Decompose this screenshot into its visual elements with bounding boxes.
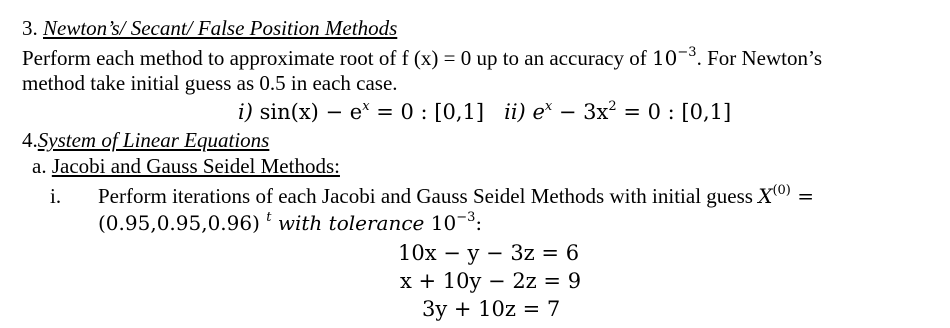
section-4-number: 4. [22,128,38,152]
paragraph-text: Perform each method to approximate root of f (x) = 0 up to an accuracy of [22,46,652,70]
paragraph-text-end: . For Newton’s [696,46,822,70]
section-4-heading [22,128,269,152]
section-4-title: System of Linear Equations [37,128,270,152]
item-i-line-2 [98,211,482,235]
section-3-equations [238,100,731,124]
paragraph-text: method take initial guess as 0.5 in each case. [22,71,398,95]
linear-equation-2: x + 10y − 2z = 9 [400,269,582,293]
tolerance-value: $10^{-3}$ [430,210,476,235]
section-3-paragraph-line-2 [22,71,398,95]
initial-guess-var: $X^{(0)}$ = [758,183,814,208]
linear-equation-3: 3y + 10z = 7 [422,297,561,321]
equation-i-label: i) [238,100,253,124]
colon: : [475,211,483,235]
accuracy-value: $10^{-3}$ [651,45,697,70]
equation-ii: $e^x - 3x^2 = 0$ : [0,1] [532,99,732,124]
transpose-mark: t [266,210,272,225]
linear-equation-1: 10x − y − 3z = 6 [398,241,580,265]
section-3-paragraph-line-1 [22,46,822,70]
equation-i: $\sin(x) - e^x = 0$ : [0,1] [259,99,485,124]
subsection-a-title: Jacobi and Gauss Seidel Methods: [51,154,340,178]
item-text: Perform iterations of each Jacobi and Gauss Seidel Methods with initial guess [98,184,759,208]
item-i-label: i. [50,184,62,208]
tolerance-text: with tolerance [271,211,431,235]
section-3-number: 3. [22,16,38,40]
section-3-heading [22,16,397,40]
subsection-a-heading [32,154,340,178]
initial-guess-value: (0.95,0.95,0.96) [98,211,260,235]
section-3-title: Newton’s/ Secant/ False Position Methods [43,16,398,40]
item-i-line-1 [98,184,814,208]
equation-ii-label: ii) [504,100,526,124]
subsection-a-label: a. [32,154,47,178]
